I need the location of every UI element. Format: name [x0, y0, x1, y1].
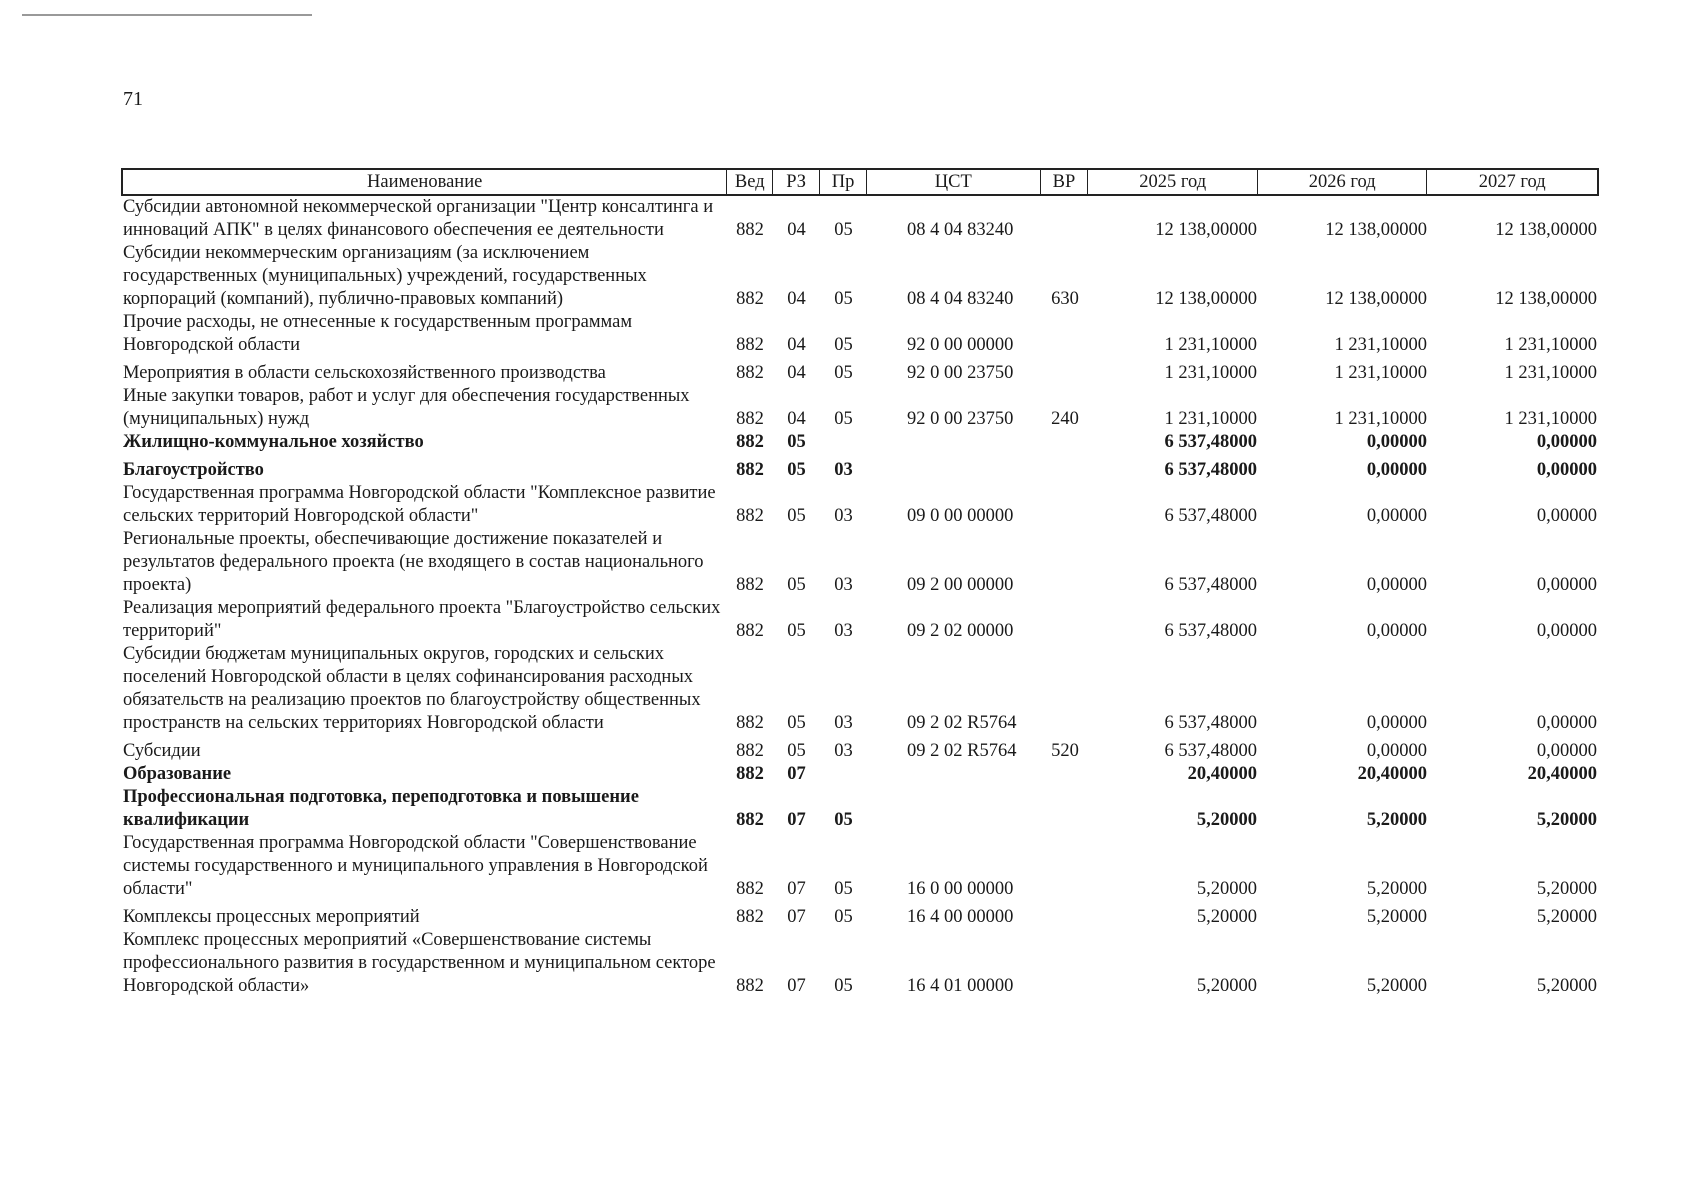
cell-2025: 6 537,48000 — [1164, 621, 1257, 641]
cell-vr: 630 — [1051, 289, 1079, 309]
cell-2025: 6 537,48000 — [1164, 575, 1257, 595]
header-rz: РЗ — [773, 170, 820, 194]
cell-rz: 05 — [787, 713, 806, 733]
cell-2027: 0,00000 — [1536, 432, 1597, 452]
table-row — [121, 832, 1599, 901]
cell-2027: 5,20000 — [1536, 976, 1597, 996]
cell-2027: 0,00000 — [1536, 621, 1597, 641]
cell-2026: 0,00000 — [1366, 506, 1427, 526]
cell-name: Благоустройство — [123, 460, 264, 480]
cell-2026: 5,20000 — [1366, 810, 1427, 830]
cell-ved: 882 — [736, 907, 764, 927]
cell-rz: 04 — [787, 220, 806, 240]
cell-2026: 0,00000 — [1366, 460, 1427, 480]
cell-pr: 05 — [834, 220, 853, 240]
cell-2027: 0,00000 — [1536, 460, 1597, 480]
cell-cst: 16 0 00 00000 — [907, 879, 1014, 899]
cell-pr: 03 — [834, 575, 853, 595]
cell-rz: 07 — [787, 879, 806, 899]
cell-ved: 882 — [736, 220, 764, 240]
cell-rz: 05 — [787, 621, 806, 641]
cell-rz: 07 — [787, 976, 806, 996]
table-row — [121, 459, 1599, 482]
header-2027: 2027 год — [1478, 171, 1546, 192]
cell-2027: 12 138,00000 — [1495, 289, 1597, 309]
header-name: Наименование — [123, 170, 727, 194]
cell-rz: 07 — [787, 810, 806, 830]
cell-ved: 882 — [736, 506, 764, 526]
cell-2026: 20,40000 — [1357, 764, 1427, 784]
cell-pr: 05 — [834, 907, 853, 927]
cell-pr: 05 — [834, 409, 853, 429]
cell-pr: 05 — [834, 289, 853, 309]
cell-2027: 0,00000 — [1536, 506, 1597, 526]
cell-pr: 03 — [834, 713, 853, 733]
cell-vr: 240 — [1051, 409, 1079, 429]
cell-rz: 05 — [787, 741, 806, 761]
cell-2025: 1 231,10000 — [1164, 363, 1257, 383]
cell-2027: 5,20000 — [1536, 879, 1597, 899]
cell-ved: 882 — [736, 460, 764, 480]
cell-ved: 882 — [736, 713, 764, 733]
cell-pr: 05 — [834, 879, 853, 899]
cell-cst: 16 4 01 00000 — [907, 976, 1014, 996]
cell-pr: 03 — [834, 621, 853, 641]
cell-rz: 04 — [787, 409, 806, 429]
budget-table — [121, 168, 1599, 998]
cell-2026: 0,00000 — [1366, 432, 1427, 452]
cell-name: Мероприятия в области сельскохозяйственного производства — [123, 363, 606, 383]
cell-name: Комплекс процессных мероприятий «Совершенствование системы профессионального развития в государственном и муниципальном секторе Новгородской области» — [123, 930, 716, 996]
cell-cst: 08 4 04 83240 — [907, 289, 1014, 309]
cell-name: Профессиональная подготовка, переподготовка и повышение квалификации — [123, 787, 639, 830]
cell-2026: 5,20000 — [1366, 976, 1427, 996]
cell-2027: 5,20000 — [1536, 810, 1597, 830]
cell-2025: 12 138,00000 — [1155, 220, 1257, 240]
table-row — [121, 786, 1599, 832]
page-number: 71 — [123, 88, 143, 110]
table-row — [121, 597, 1599, 643]
cell-2027: 1 231,10000 — [1504, 409, 1597, 429]
cell-pr: 03 — [834, 460, 853, 480]
cell-pr: 05 — [834, 363, 853, 383]
header-vr: ВР — [1041, 170, 1089, 194]
cell-ved: 882 — [736, 335, 764, 355]
header-2025: 2025 год — [1088, 170, 1258, 194]
cell-2026: 0,00000 — [1366, 575, 1427, 595]
table-header — [121, 168, 1599, 196]
cell-2027: 12 138,00000 — [1495, 220, 1597, 240]
cell-name: Региональные проекты, обеспечивающие достижение показателей и результатов федерального проекта (не входящего в состав национального проекта) — [123, 529, 704, 595]
cell-2027: 5,20000 — [1536, 907, 1597, 927]
cell-name: Субсидии — [123, 741, 201, 761]
cell-ved: 882 — [736, 289, 764, 309]
cell-ved: 882 — [736, 575, 764, 595]
cell-name: Жилищно-коммунальное хозяйство — [123, 432, 424, 452]
cell-pr: 05 — [834, 335, 853, 355]
cell-2025: 6 537,48000 — [1164, 506, 1257, 526]
table-row — [121, 385, 1599, 431]
cell-2027: 0,00000 — [1536, 713, 1597, 733]
cell-cst: 92 0 00 23750 — [907, 363, 1014, 383]
header-2026: 2026 год — [1258, 170, 1428, 194]
cell-2026: 0,00000 — [1366, 741, 1427, 761]
cell-pr: 05 — [834, 810, 853, 830]
table-row — [121, 482, 1599, 528]
cell-ved: 882 — [736, 764, 764, 784]
cell-2025: 20,40000 — [1187, 764, 1257, 784]
cell-2026: 1 231,10000 — [1334, 335, 1427, 355]
top-rule — [22, 14, 312, 16]
cell-name: Государственная программа Новгородской области "Совершенствование системы государственного и муниципального управления в Новгородской области" — [123, 833, 708, 899]
cell-2025: 1 231,10000 — [1164, 409, 1257, 429]
cell-ved: 882 — [736, 879, 764, 899]
cell-cst: 09 2 00 00000 — [907, 575, 1014, 595]
cell-cst: 09 0 00 00000 — [907, 506, 1014, 526]
table-row — [121, 763, 1599, 786]
cell-rz: 05 — [787, 506, 806, 526]
cell-2026: 1 231,10000 — [1334, 363, 1427, 383]
cell-2027: 0,00000 — [1536, 575, 1597, 595]
cell-2025: 6 537,48000 — [1164, 741, 1257, 761]
cell-2025: 5,20000 — [1196, 976, 1257, 996]
table-row — [121, 740, 1599, 763]
cell-2026: 12 138,00000 — [1325, 289, 1427, 309]
cell-2026: 0,00000 — [1366, 713, 1427, 733]
cell-2025: 5,20000 — [1196, 810, 1257, 830]
cell-2025: 6 537,48000 — [1164, 432, 1257, 452]
cell-cst: 92 0 00 00000 — [907, 335, 1014, 355]
cell-2027: 20,40000 — [1527, 764, 1597, 784]
cell-2026: 5,20000 — [1366, 907, 1427, 927]
cell-vr: 520 — [1051, 741, 1079, 761]
cell-rz: 05 — [787, 460, 806, 480]
cell-ved: 882 — [736, 621, 764, 641]
cell-ved: 882 — [736, 363, 764, 383]
header-pr: Пр — [820, 170, 867, 194]
table-row — [121, 929, 1599, 998]
cell-2025: 6 537,48000 — [1164, 713, 1257, 733]
cell-rz: 05 — [787, 432, 806, 452]
cell-cst: 16 4 00 00000 — [907, 907, 1014, 927]
cell-cst: 09 2 02 R5764 — [907, 713, 1017, 733]
cell-rz: 04 — [787, 363, 806, 383]
cell-pr: 03 — [834, 741, 853, 761]
cell-name: Государственная программа Новгородской области "Комплексное развитие сельских территорий Новгородской области" — [123, 483, 716, 526]
cell-2027: 0,00000 — [1536, 741, 1597, 761]
cell-name: Комплексы процессных мероприятий — [123, 907, 420, 927]
cell-ved: 882 — [736, 409, 764, 429]
cell-pr: 05 — [834, 976, 853, 996]
table-row — [121, 311, 1599, 357]
cell-rz: 04 — [787, 335, 806, 355]
cell-ved: 882 — [736, 810, 764, 830]
cell-2025: 1 231,10000 — [1164, 335, 1257, 355]
table-row — [121, 906, 1599, 929]
header-ved: Вед — [727, 170, 773, 194]
cell-name: Иные закупки товаров, работ и услуг для обеспечения государственных (муниципальных) нужд — [123, 386, 690, 429]
cell-2025: 12 138,00000 — [1155, 289, 1257, 309]
cell-name: Реализация мероприятий федерального проекта "Благоустройство сельских территорий" — [123, 598, 721, 641]
cell-2026: 1 231,10000 — [1334, 409, 1427, 429]
table-body — [121, 196, 1599, 998]
cell-2025: 5,20000 — [1196, 907, 1257, 927]
cell-name: Субсидии автономной некоммерческой организации "Центр консалтинга и инноваций АПК" в целях финансового обеспечения ее деятельности — [123, 197, 714, 240]
table-row — [121, 196, 1599, 242]
cell-pr: 03 — [834, 506, 853, 526]
cell-2025: 6 537,48000 — [1164, 460, 1257, 480]
cell-cst: 09 2 02 R5764 — [907, 741, 1017, 761]
cell-ved: 882 — [736, 432, 764, 452]
cell-rz: 07 — [787, 907, 806, 927]
cell-name: Субсидии бюджетам муниципальных округов, городских и сельских поселений Новгородской области в целях софинансирования расходных обязательств на реализацию проектов по благоустройству общественных пространств на сельских территориях Новгородской области — [123, 644, 701, 733]
cell-rz: 07 — [787, 764, 806, 784]
table-row — [121, 643, 1599, 735]
table-row — [121, 431, 1599, 454]
cell-name: Прочие расходы, не отнесенные к государственным программам Новгородской области — [123, 312, 633, 355]
cell-name: Субсидии некоммерческим организациям (за исключением государственных (муниципальных) учреждений, государственных корпораций (компаний), публично-правовых компаний) — [123, 243, 647, 309]
cell-name: Образование — [123, 764, 232, 784]
cell-rz: 04 — [787, 289, 806, 309]
cell-2026: 0,00000 — [1366, 621, 1427, 641]
cell-cst: 92 0 00 23750 — [907, 409, 1014, 429]
cell-2026: 12 138,00000 — [1325, 220, 1427, 240]
cell-ved: 882 — [736, 741, 764, 761]
table-row — [121, 242, 1599, 311]
cell-2027: 1 231,10000 — [1504, 335, 1597, 355]
cell-2027: 1 231,10000 — [1504, 363, 1597, 383]
cell-ved: 882 — [736, 976, 764, 996]
cell-rz: 05 — [787, 575, 806, 595]
cell-2025: 5,20000 — [1196, 879, 1257, 899]
cell-cst: 09 2 02 00000 — [907, 621, 1014, 641]
table-row — [121, 362, 1599, 385]
cell-cst: 08 4 04 83240 — [907, 220, 1014, 240]
header-cst: ЦСТ — [867, 170, 1041, 194]
cell-2026: 5,20000 — [1366, 879, 1427, 899]
table-row — [121, 528, 1599, 597]
